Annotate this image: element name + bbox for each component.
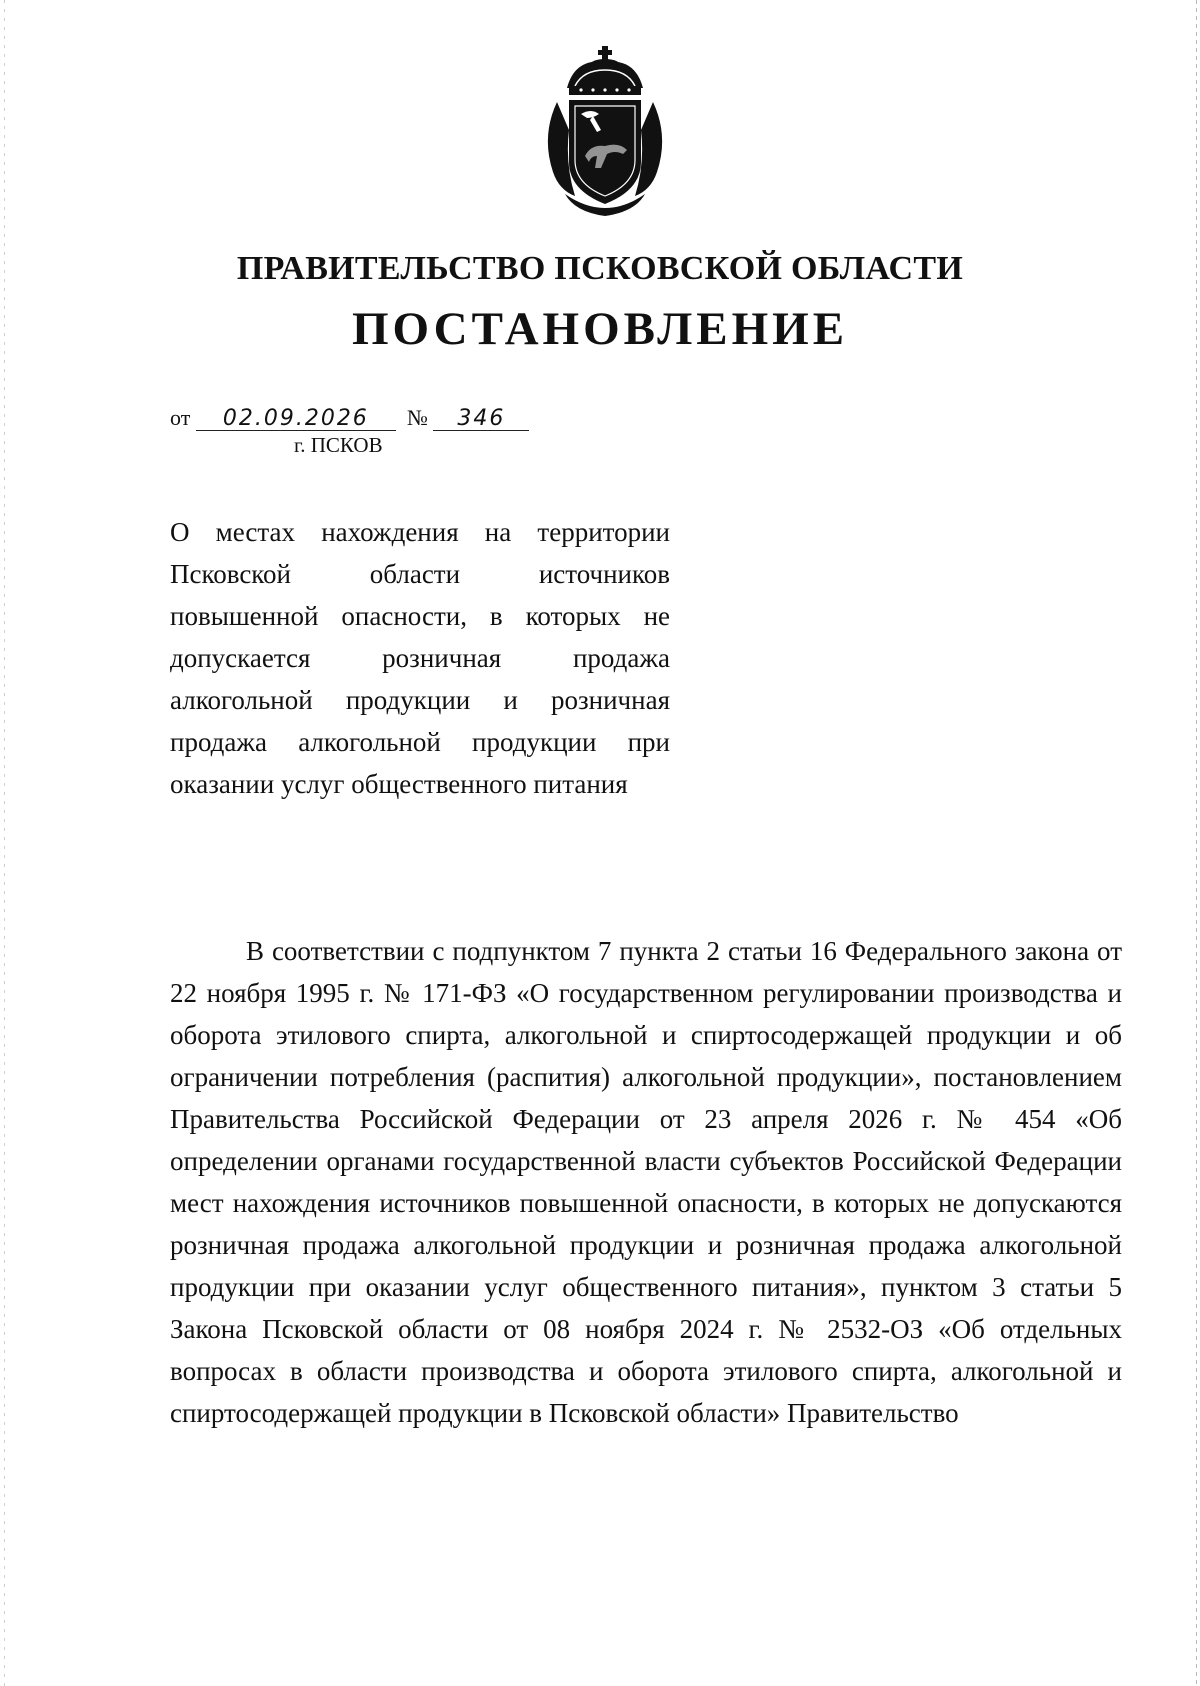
body-paragraph: В соответствии с подпунктом 7 пункта 2 статьи 16 Федерального закона от 22 ноября 1995 г. № 171-ФЗ «О государственном регулировании производства и оборота этилового спирта, алкогольной и спиртосодержащей продукции и об ограничении потребления (распития) алкогольной продукции», постановлением Правительства Российской Федерации от 23 апреля 2026 г. № 454 «Об определении органами государственной власти субъектов Российской Федерации мест нахождения источников повышенной опасности, в которых не допускаются розничная продажа алкогольной продукции и розничная продажа алкогольной продукции при оказании услуг общественного питания», пунктом 3 статьи 5 Закона Псковской области от 08 ноября 2024 г. № 2532-ОЗ «Об отдельных вопросах в области производства и оборота этилового спирта, алкогольной и спиртосодержащей продукции в Псковской области» Правительство	[170, 936, 1122, 1428]
city-label: г. ПСКОВ	[294, 433, 383, 457]
date-number-line	[170, 405, 529, 431]
handwritten-date: 02.09.2026	[196, 408, 396, 431]
document-subject: О местах нахождения на территории Псковской области источников повышенной опасности, в которых не допускается розничная продажа алкогольной продукции и розничная продажа алкогольной продукции при оказании услуг общественного питания	[170, 517, 670, 799]
document-type-title: ПОСТАНОВЛЕНИЕ	[351, 303, 849, 355]
coat-of-arms-icon	[535, 44, 675, 218]
handwritten-number: 346	[433, 408, 529, 431]
number-prefix: №	[406, 405, 428, 430]
organization-title: ПРАВИТЕЛЬСТВО ПСКОВСКОЙ ОБЛАСТИ	[236, 250, 964, 287]
date-prefix: от	[170, 405, 191, 430]
